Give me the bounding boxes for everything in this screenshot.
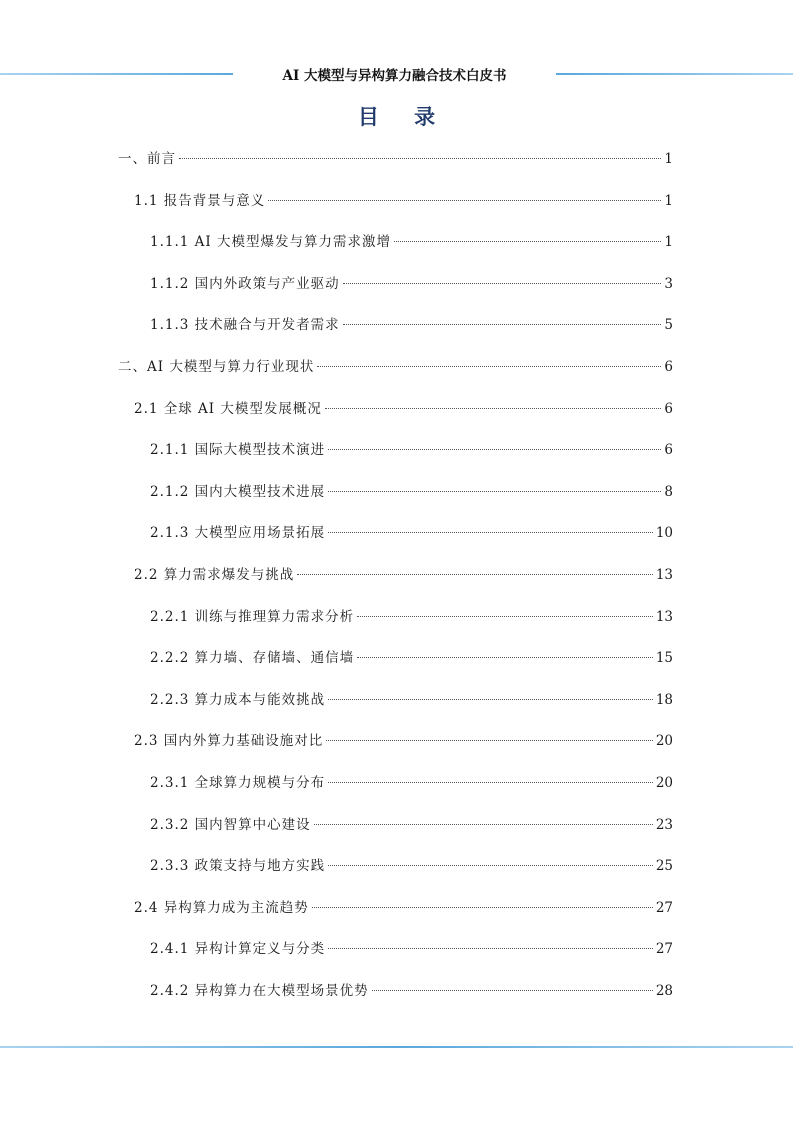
toc-entry[interactable] <box>118 355 673 377</box>
toc-leader-dots <box>357 616 653 617</box>
toc-entry-label: 2.2 算力需求爆发与挑战 <box>134 567 295 583</box>
toc-leader-dots <box>268 200 661 201</box>
toc-entry-label: 一、前言 <box>118 151 176 167</box>
header-rule-left <box>0 73 233 75</box>
toc-entry[interactable] <box>150 438 673 460</box>
toc-entry-label: 2.1 全球 AI 大模型发展概况 <box>134 400 322 417</box>
toc-entry-page-number: 15 <box>655 650 673 667</box>
toc-leader-dots <box>328 449 661 450</box>
toc-entry[interactable] <box>150 313 673 335</box>
toc-entry-label: 2.3 国内外算力基础设施对比 <box>134 733 324 750</box>
toc-entry-label: 2.3.3 政策支持与地方实践 <box>150 858 326 875</box>
header-rule-right <box>556 73 793 75</box>
toc-entry[interactable] <box>150 813 673 835</box>
toc-entry-page-number: 28 <box>655 983 673 999</box>
toc-leader-dots <box>394 241 661 242</box>
toc-entry-label: 2.3.1 全球算力规模与分布 <box>150 775 326 791</box>
toc-leader-dots <box>179 158 661 159</box>
toc-entry-label: 二、AI 大模型与算力行业现状 <box>118 359 315 375</box>
toc-entry[interactable] <box>134 189 673 211</box>
toc-leader-dots <box>328 782 653 783</box>
toc-entry[interactable] <box>150 688 673 710</box>
toc-entry[interactable] <box>134 397 673 419</box>
toc-leader-dots <box>343 283 662 284</box>
toc-entry-page-number: 27 <box>655 899 673 916</box>
toc-entry-label: 2.3.2 国内智算中心建设 <box>150 816 311 833</box>
toc-entry[interactable] <box>150 605 673 627</box>
toc-entry-page-number: 23 <box>655 816 673 833</box>
toc-entry[interactable] <box>150 230 673 252</box>
toc-leader-dots <box>328 491 661 492</box>
toc-entry-label: 2.1.1 国际大模型技术演进 <box>150 442 326 459</box>
toc-leader-dots <box>372 990 653 991</box>
toc-entry-page-number: 1 <box>664 151 673 167</box>
toc-entry-page-number: 13 <box>655 567 673 583</box>
toc-entry-page-number: 20 <box>655 733 673 750</box>
toc-entry[interactable] <box>134 896 673 918</box>
toc-entry-page-number: 6 <box>664 442 673 459</box>
toc-entry-page-number: 18 <box>655 691 673 708</box>
toc-leader-dots <box>312 907 653 908</box>
toc-entry[interactable] <box>150 979 673 1001</box>
toc-entry-label: 1.1 报告背景与意义 <box>134 192 266 209</box>
toc-entry[interactable] <box>150 854 673 876</box>
toc-entry-label: 1.1.2 国内外政策与产业驱动 <box>150 275 340 292</box>
toc-entry[interactable] <box>150 646 673 668</box>
toc-entry-label: 2.4.1 异构计算定义与分类 <box>150 941 326 958</box>
toc-entry-page-number: 8 <box>664 483 673 500</box>
toc-entry-label: 2.2.3 算力成本与能效挑战 <box>150 691 326 708</box>
toc-leader-dots <box>328 948 653 949</box>
toc-entry-page-number: 13 <box>655 608 673 625</box>
toc-entry-page-number: 27 <box>655 941 673 958</box>
toc-leader-dots <box>343 324 662 325</box>
toc-entry[interactable] <box>150 771 673 793</box>
toc-entry-label: 1.1.3 技术融合与开发者需求 <box>150 317 340 334</box>
toc-entry-page-number: 3 <box>664 275 673 292</box>
toc-entry-page-number: 10 <box>655 525 673 542</box>
toc-entry-page-number: 6 <box>664 400 673 417</box>
toc-leader-dots <box>317 366 661 367</box>
toc-entry-label: 2.1.3 大模型应用场景拓展 <box>150 525 326 542</box>
toc-leader-dots <box>326 740 653 741</box>
toc-leader-dots <box>357 657 653 658</box>
toc-entry-page-number: 25 <box>655 858 673 875</box>
toc-entry[interactable] <box>118 147 673 169</box>
toc-heading: 目 录 <box>357 105 450 129</box>
toc-entry-page-number: 5 <box>664 317 673 334</box>
toc-entry-label: 2.2.1 训练与推理算力需求分析 <box>150 608 355 625</box>
toc-entry[interactable] <box>150 480 673 502</box>
toc-entry-label: 2.2.2 算力墙、存储墙、通信墙 <box>150 650 355 667</box>
toc-leader-dots <box>325 408 661 409</box>
toc-entry[interactable] <box>150 272 673 294</box>
toc-entry-label: 1.1.1 AI 大模型爆发与算力需求激增 <box>150 234 392 251</box>
toc-entry[interactable] <box>150 521 673 543</box>
toc-entry[interactable] <box>150 937 673 959</box>
toc-entry-page-number: 1 <box>664 192 673 209</box>
toc-entry-label: 2.4 异构算力成为主流趋势 <box>134 899 309 916</box>
toc-leader-dots <box>328 699 653 700</box>
toc-entry[interactable] <box>134 729 673 751</box>
toc-leader-dots <box>328 865 653 866</box>
toc-entry[interactable] <box>134 563 673 585</box>
footer-rule <box>0 1046 793 1048</box>
toc-entry-label: 2.4.2 异构算力在大模型场景优势 <box>150 983 369 999</box>
toc-leader-dots <box>328 532 653 533</box>
toc-entry-label: 2.1.2 国内大模型技术进展 <box>150 483 326 500</box>
toc-leader-dots <box>297 574 653 575</box>
toc-entry-page-number: 6 <box>664 359 673 375</box>
document-header-title: AI 大模型与异构算力融合技术白皮书 <box>282 68 507 84</box>
toc-entry-page-number: 20 <box>655 775 673 791</box>
toc-leader-dots <box>314 824 653 825</box>
toc-entry-page-number: 1 <box>664 234 673 251</box>
